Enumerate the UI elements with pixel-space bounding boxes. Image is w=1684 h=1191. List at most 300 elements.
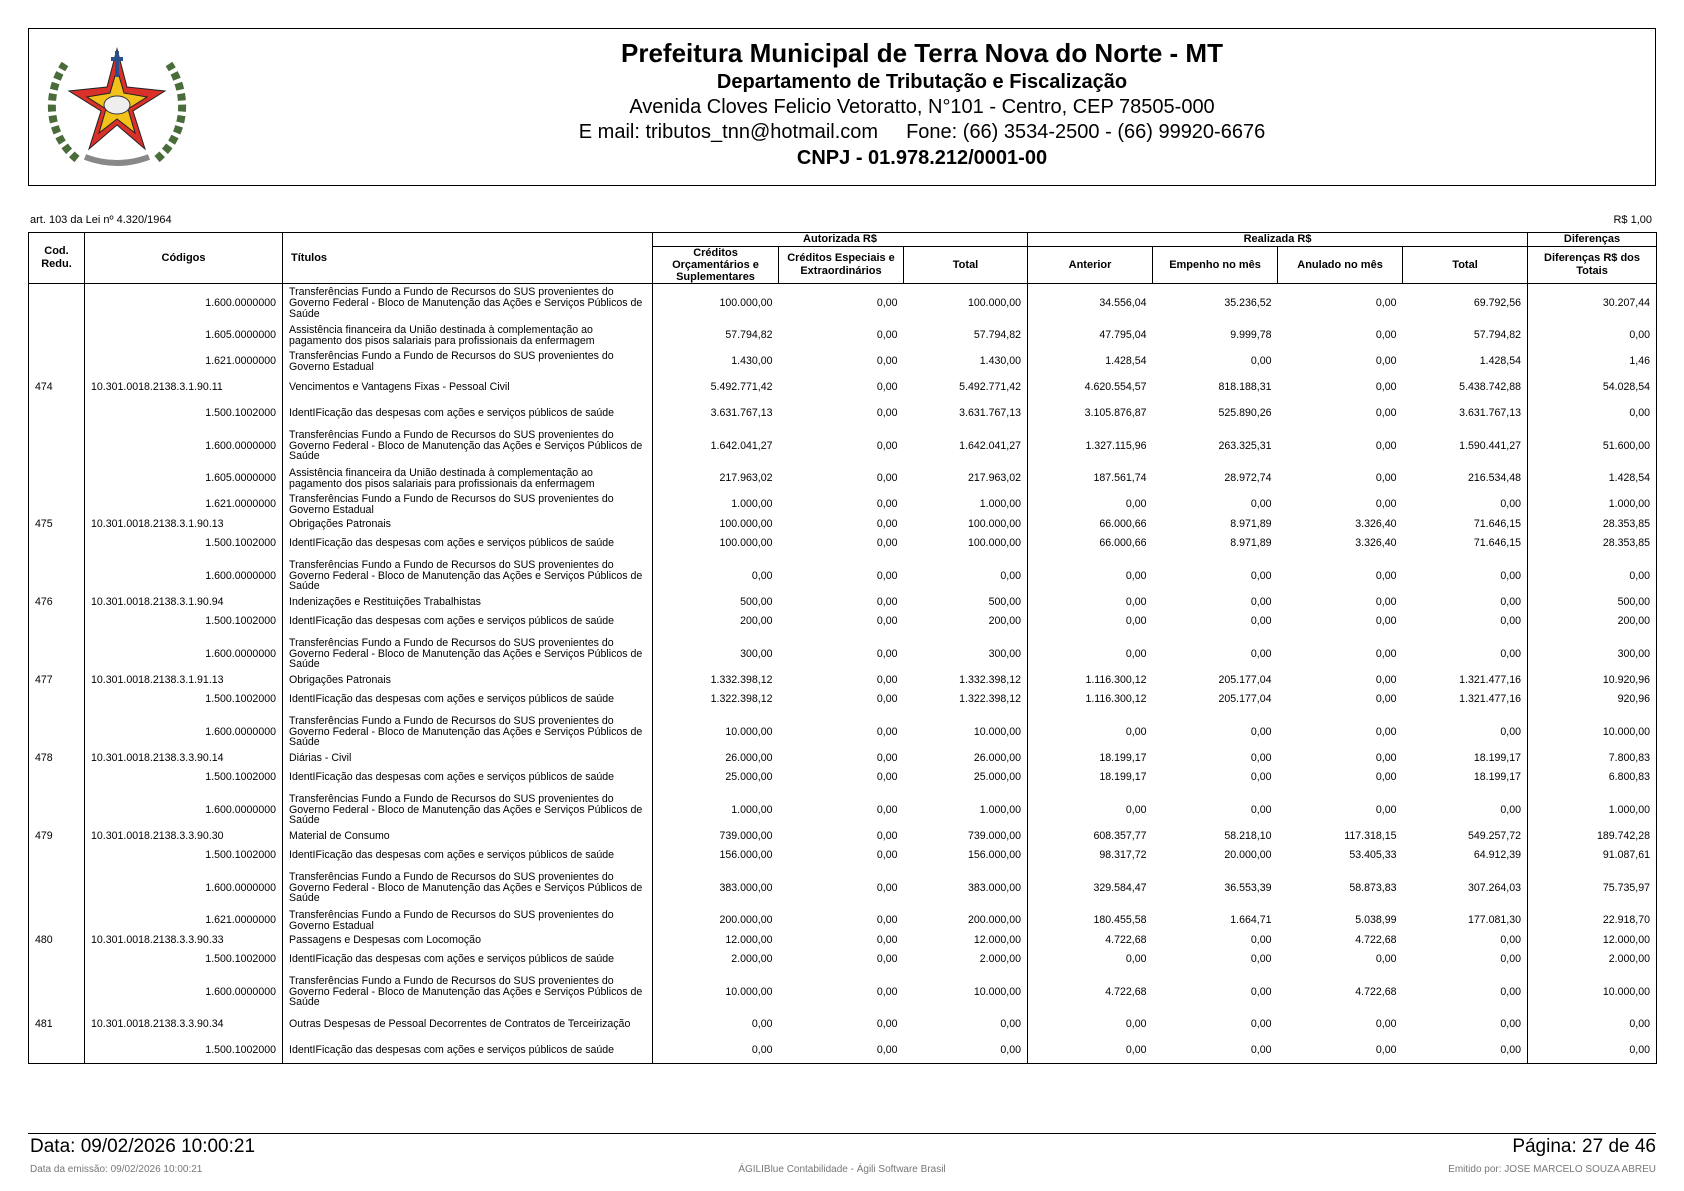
table-row: [29, 1038, 1657, 1064]
table-row: [29, 492, 1657, 518]
diferenca-cell: 6.800,83: [1528, 765, 1657, 791]
diferenca-cell: 2.000,00: [1528, 947, 1657, 973]
emission-date: Data da emissão: 09/02/2026 10:00:21: [30, 1164, 203, 1175]
empenho-mes-cell: 0,00: [1250, 355, 1272, 368]
cod-redu-cell: [29, 947, 85, 973]
cod-redu-cell: [29, 973, 85, 1012]
diferenca-cell: 91.087,61: [1528, 843, 1657, 869]
total-realizada-cell: 64.912,39: [1403, 843, 1528, 869]
cod-redu-cell: [29, 765, 85, 791]
cod-redu-cell: [29, 492, 85, 518]
anulado-mes-cell: 0,00: [1375, 803, 1397, 816]
anulado-mes-cell: 53.405,33: [1349, 849, 1397, 862]
creditos-especiais-cell: 0,00: [876, 407, 898, 420]
cod-redu-cell: [29, 635, 85, 674]
empenho-mes-cell: 36.553,39: [1224, 881, 1272, 894]
codigo-cell: 1.600.0000000: [85, 557, 283, 596]
anterior-cell: 0,00: [1125, 953, 1147, 966]
total-realizada-cell: 0,00: [1403, 492, 1528, 518]
diferenca-cell: 500,00: [1528, 596, 1657, 609]
anulado-mes-cell: 58.873,83: [1349, 881, 1397, 894]
total-autorizada-cell: 2.000,00: [904, 947, 1028, 973]
total-autorizada-cell: 5.492.771,42: [904, 375, 1028, 401]
creditos-especiais-cell: 0,00: [876, 914, 898, 927]
table-row: [29, 752, 1657, 765]
anulado-mes-cell: 0,00: [1375, 615, 1397, 628]
titulo-cell: IdentIFicação das despesas com ações e serviços públicos de saúde: [283, 765, 653, 791]
codigo-cell: 1.605.0000000: [85, 466, 283, 492]
creditos-especiais-cell: 0,00: [876, 933, 898, 946]
creditos-orcamentarios-cell: 1.642.041,27: [710, 439, 773, 452]
creditos-orcamentarios-cell: 57.794,82: [725, 329, 773, 342]
creditos-orcamentarios-cell: 0,00: [653, 1038, 779, 1064]
empenho-mes-cell: 0,00: [1250, 751, 1272, 764]
cod-redu-cell: 480: [29, 934, 85, 947]
total-realizada-cell: 57.794,82: [1403, 323, 1528, 349]
creditos-especiais-cell: 0,00: [876, 498, 898, 511]
table-row: [29, 973, 1657, 1012]
cod-redu-cell: [29, 609, 85, 635]
cod-redu-cell: 479: [29, 830, 85, 843]
anterior-cell: 0,00: [1125, 498, 1147, 511]
codigo-cell: 1.600.0000000: [85, 713, 283, 752]
cod-redu-cell: 481: [29, 1012, 85, 1038]
codigo-cell: 1.500.1002000: [85, 1038, 283, 1064]
table-row: [29, 375, 1657, 401]
table-row: [29, 518, 1657, 531]
anulado-mes-cell: 0,00: [1375, 673, 1397, 686]
table-row: [29, 843, 1657, 869]
table-row: [29, 1012, 1657, 1038]
creditos-orcamentarios-cell: 100.000,00: [719, 296, 773, 309]
municipality-title: Prefeitura Municipal de Terra Nova do Norte - MT: [621, 38, 1223, 68]
codigo-cell: 10.301.0018.2138.3.1.90.13: [85, 518, 283, 531]
creditos-especiais-cell: 0,00: [876, 725, 898, 738]
total-autorizada-cell: 1.430,00: [904, 349, 1028, 375]
anulado-mes-cell: 0,00: [1375, 498, 1397, 511]
address: Avenida Cloves Felicio Vetoratto, N°101 - Centro, CEP 78505-000: [629, 96, 1215, 118]
titulo-cell: Indenizações e Restituições Trabalhistas: [283, 596, 653, 609]
total-autorizada-cell: 1.332.398,12: [904, 674, 1028, 687]
table-row: [29, 791, 1657, 830]
col-titulos: Títulos: [283, 233, 653, 284]
anterior-cell: 608.357,77: [1093, 829, 1147, 842]
anterior-cell: 0,00: [1028, 1038, 1153, 1064]
creditos-orcamentarios-cell: 1.332.398,12: [710, 673, 773, 686]
table-row: [29, 596, 1657, 609]
table-row: [29, 323, 1657, 349]
creditos-especiais-cell: 0,00: [876, 881, 898, 894]
creditos-orcamentarios-cell: 156.000,00: [719, 849, 773, 862]
col-total-autorizada: Total: [904, 247, 1028, 284]
total-realizada-cell: 71.646,15: [1403, 531, 1528, 557]
empenho-mes-cell: 1.664,71: [1230, 914, 1272, 927]
creditos-especiais-cell: 0,00: [876, 381, 898, 394]
diferenca-cell: 200,00: [1528, 609, 1657, 635]
diferenca-cell: 30.207,44: [1528, 284, 1657, 323]
creditos-orcamentarios-cell: 5.492.771,42: [710, 381, 773, 394]
empenho-mes-cell: 8.971,89: [1230, 517, 1272, 530]
anterior-cell: 0,00: [1125, 725, 1147, 738]
cod-redu-cell: 478: [29, 752, 85, 765]
anulado-mes-cell: 0,00: [1375, 595, 1397, 608]
titulo-cell: Transferências Fundo a Fundo de Recursos do SUS provenientes do Governo Estadual: [283, 492, 653, 518]
footer-divider: [28, 1133, 1656, 1134]
creditos-orcamentarios-cell: 300,00: [740, 647, 773, 660]
anulado-mes-cell: 3.326,40: [1355, 517, 1397, 530]
titulo-cell: Transferências Fundo a Fundo de Recursos do SUS provenientes do Governo Estadual: [283, 908, 653, 934]
cod-redu-cell: [29, 466, 85, 492]
diferenca-cell: 189.742,28: [1528, 830, 1657, 843]
municipal-coat-of-arms-icon: [37, 39, 197, 175]
col-anulado-mes: Anulado no mês: [1278, 247, 1403, 284]
diferenca-cell: 1.000,00: [1528, 791, 1657, 830]
report-header: [28, 28, 1656, 186]
diferenca-cell: 920,96: [1528, 687, 1657, 713]
creditos-especiais-cell: 0,00: [876, 673, 898, 686]
codigo-cell: 10.301.0018.2138.3.1.91.13: [85, 674, 283, 687]
table-row: [29, 609, 1657, 635]
creditos-orcamentarios-cell: 12.000,00: [725, 933, 773, 946]
creditos-especiais-cell: 0,00: [876, 953, 898, 966]
group-realizada: Realizada R$: [1028, 233, 1528, 247]
total-autorizada-cell: 156.000,00: [904, 843, 1028, 869]
anterior-cell: 180.455,58: [1093, 914, 1147, 927]
cod-redu-cell: [29, 427, 85, 466]
col-cod-redu: Cod. Redu.: [29, 233, 85, 284]
diferenca-cell: 12.000,00: [1528, 934, 1657, 947]
total-realizada-cell: 0,00: [1403, 713, 1528, 752]
diferenca-cell: 0,00: [1528, 557, 1657, 596]
empenho-mes-cell: 525.890,26: [1218, 407, 1272, 420]
creditos-orcamentarios-cell: 200.000,00: [719, 914, 773, 927]
cod-redu-cell: [29, 791, 85, 830]
creditos-orcamentarios-cell: 3.631.767,13: [710, 407, 773, 420]
total-realizada-cell: 307.264,03: [1403, 869, 1528, 908]
creditos-especiais-cell: 0,00: [876, 985, 898, 998]
cod-redu-cell: [29, 349, 85, 375]
table-row: [29, 687, 1657, 713]
anulado-mes-cell: 0,00: [1375, 329, 1397, 342]
anterior-cell: 1.116.300,12: [1085, 673, 1147, 686]
creditos-especiais-cell: 0,00: [876, 296, 898, 309]
titulo-cell: Passagens e Despesas com Locomoção: [283, 934, 653, 947]
codigo-cell: 10.301.0018.2138.3.3.90.30: [85, 830, 283, 843]
codigo-cell: 10.301.0018.2138.3.3.90.14: [85, 752, 283, 765]
cod-redu-cell: [29, 323, 85, 349]
anulado-mes-cell: 0,00: [1375, 725, 1397, 738]
codigo-cell: 10.301.0018.2138.3.1.90.11: [85, 375, 283, 401]
anterior-cell: 1.327.115,96: [1085, 439, 1147, 452]
report-date: Data: 09/02/2026 10:00:21: [30, 1136, 256, 1157]
total-realizada-cell: 18.199,17: [1403, 765, 1528, 791]
creditos-orcamentarios-cell: 0,00: [751, 1018, 773, 1031]
anterior-cell: 3.105.876,87: [1084, 407, 1147, 420]
table-row: [29, 674, 1657, 687]
table-row: [29, 830, 1657, 843]
total-realizada-cell: 0,00: [1403, 609, 1528, 635]
creditos-especiais-cell: 0,00: [876, 771, 898, 784]
total-realizada-cell: 18.199,17: [1403, 752, 1528, 765]
titulo-cell: Assistência financeira da União destinada à complementação ao pagamento dos pisos salariais para profissionais da enfermagem: [283, 323, 653, 349]
empenho-mes-cell: 0,00: [1250, 953, 1272, 966]
total-autorizada-cell: 100.000,00: [904, 284, 1028, 323]
diferenca-cell: 300,00: [1528, 635, 1657, 674]
cod-redu-cell: [29, 531, 85, 557]
table-row: [29, 466, 1657, 492]
total-realizada-cell: 0,00: [1403, 557, 1528, 596]
anterior-cell: 0,00: [1125, 569, 1147, 582]
total-autorizada-cell: 383.000,00: [904, 869, 1028, 908]
anulado-mes-cell: 0,00: [1375, 1018, 1397, 1031]
table-row: [29, 401, 1657, 427]
empenho-mes-cell: 0,00: [1250, 595, 1272, 608]
diferenca-cell: 28.353,85: [1528, 531, 1657, 557]
diferenca-cell: 54.028,54: [1528, 375, 1657, 401]
codigo-cell: 1.500.1002000: [85, 947, 283, 973]
creditos-especiais-cell: 0,00: [876, 829, 898, 842]
anulado-mes-cell: 0,00: [1375, 771, 1397, 784]
codigo-cell: 1.605.0000000: [85, 323, 283, 349]
diferenca-cell: 0,00: [1528, 1012, 1657, 1038]
table-row: [29, 349, 1657, 375]
cod-redu-cell: [29, 557, 85, 596]
codigo-cell: 1.500.1002000: [85, 531, 283, 557]
creditos-orcamentarios-cell: 2.000,00: [731, 953, 773, 966]
creditos-orcamentarios-cell: 1.322.398,12: [710, 693, 773, 706]
cod-redu-cell: 476: [29, 596, 85, 609]
diferenca-cell: 1,46: [1528, 349, 1657, 375]
total-realizada-cell: 0,00: [1403, 973, 1528, 1012]
anterior-cell: 4.722,68: [1105, 985, 1147, 998]
creditos-especiais-cell: 0,00: [876, 472, 898, 485]
group-autorizada: Autorizada R$: [653, 233, 1028, 247]
total-realizada-cell: 0,00: [1403, 1038, 1528, 1064]
titulo-cell: Obrigações Patronais: [283, 674, 653, 687]
creditos-especiais-cell: 0,00: [876, 537, 898, 550]
anterior-cell: 18.199,17: [1099, 751, 1147, 764]
total-autorizada-cell: 0,00: [904, 1012, 1028, 1038]
creditos-especiais-cell: 0,00: [876, 849, 898, 862]
table-row: [29, 557, 1657, 596]
creditos-especiais-cell: 0,00: [876, 517, 898, 530]
creditos-especiais-cell: 0,00: [876, 647, 898, 660]
diferenca-cell: 0,00: [1528, 323, 1657, 349]
creditos-orcamentarios-cell: 500,00: [740, 595, 773, 608]
cod-redu-cell: [29, 843, 85, 869]
titulo-cell: IdentIFicação das despesas com ações e serviços públicos de saúde: [283, 609, 653, 635]
total-realizada-cell: 177.081,30: [1403, 908, 1528, 934]
total-realizada-cell: 1.321.477,16: [1403, 674, 1528, 687]
creditos-especiais-cell: 0,00: [876, 693, 898, 706]
empenho-mes-cell: 0,00: [1250, 615, 1272, 628]
cod-redu-cell: 475: [29, 518, 85, 531]
diferenca-cell: 10.000,00: [1528, 973, 1657, 1012]
cod-redu-cell: [29, 869, 85, 908]
creditos-orcamentarios-cell: 100.000,00: [719, 517, 773, 530]
anterior-cell: 47.795,04: [1099, 329, 1147, 342]
table-row: [29, 765, 1657, 791]
cod-redu-cell: [29, 687, 85, 713]
titulo-cell: Transferências Fundo a Fundo de Recursos do SUS provenientes do Governo Federal - Bloco de Manutenção das Ações e Serviços Públicos de Saúde: [283, 973, 653, 1012]
anterior-cell: 187.561,74: [1093, 472, 1147, 485]
codigo-cell: 1.500.1002000: [85, 401, 283, 427]
anulado-mes-cell: 0,00: [1375, 693, 1397, 706]
empenho-mes-cell: 35.236,52: [1224, 296, 1272, 309]
anulado-mes-cell: 0,00: [1278, 1038, 1403, 1064]
diferenca-cell: 0,00: [1528, 1038, 1657, 1064]
empenho-mes-cell: 0,00: [1250, 569, 1272, 582]
table-row: [29, 284, 1657, 323]
creditos-especiais-cell: 0,00: [876, 595, 898, 608]
total-realizada-cell: 0,00: [1403, 791, 1528, 830]
creditos-orcamentarios-cell: 1.000,00: [731, 803, 773, 816]
total-realizada-cell: 0,00: [1403, 947, 1528, 973]
empenho-mes-cell: 8.971,89: [1230, 537, 1272, 550]
titulo-cell: Transferências Fundo a Fundo de Recursos do SUS provenientes do Governo Federal - Bloco de Manutenção das Ações e Serviços Públicos de Saúde: [283, 791, 653, 830]
anterior-cell: 1.428,54: [1105, 355, 1147, 368]
creditos-orcamentarios-cell: 1.430,00: [731, 355, 773, 368]
table-row: [29, 531, 1657, 557]
page-number: Página: 27 de 46: [1512, 1136, 1656, 1157]
titulo-cell: Material de Consumo: [283, 830, 653, 843]
empenho-mes-cell: 0,00: [1250, 647, 1272, 660]
creditos-orcamentarios-cell: 100.000,00: [719, 537, 773, 550]
total-autorizada-cell: 100.000,00: [904, 518, 1028, 531]
anulado-mes-cell: 0,00: [1375, 953, 1397, 966]
anulado-mes-cell: 4.722,68: [1355, 985, 1397, 998]
codigo-cell: 1.621.0000000: [85, 349, 283, 375]
creditos-especiais-cell: 0,00: [876, 569, 898, 582]
total-autorizada-cell: 1.642.041,27: [904, 427, 1028, 466]
currency-unit: R$ 1,00: [1613, 214, 1652, 226]
total-realizada-cell: 0,00: [1403, 596, 1528, 609]
creditos-orcamentarios-cell: 0,00: [751, 569, 773, 582]
col-total-realizada: Total: [1403, 247, 1528, 284]
titulo-cell: Obrigações Patronais: [283, 518, 653, 531]
anterior-cell: 0,00: [1125, 803, 1147, 816]
anterior-cell: 0,00: [1125, 615, 1147, 628]
creditos-orcamentarios-cell: 739.000,00: [719, 829, 773, 842]
total-realizada-cell: 1.590.441,27: [1403, 427, 1528, 466]
empenho-mes-cell: 818.188,31: [1218, 381, 1272, 394]
empenho-mes-cell: 28.972,74: [1224, 472, 1272, 485]
table-body: [29, 284, 1657, 1064]
creditos-orcamentarios-cell: 10.000,00: [725, 725, 773, 738]
diferenca-cell: 0,00: [1528, 401, 1657, 427]
total-realizada-cell: 69.792,56: [1403, 284, 1528, 323]
empenho-mes-cell: 0,00: [1250, 771, 1272, 784]
creditos-orcamentarios-cell: 25.000,00: [725, 771, 773, 784]
creditos-especiais-cell: 0,00: [876, 615, 898, 628]
anulado-mes-cell: 3.326,40: [1355, 537, 1397, 550]
budget-table: [28, 232, 1657, 1064]
creditos-orcamentarios-cell: 200,00: [740, 615, 773, 628]
anulado-mes-cell: 0,00: [1375, 439, 1397, 452]
cod-redu-cell: [29, 713, 85, 752]
total-autorizada-cell: 1.322.398,12: [904, 687, 1028, 713]
col-creditos-especiais: Créditos Especiais e Extraordinários: [779, 247, 904, 284]
software-name: ÁGILIBlue Contabilidade - Ágili Software Brasil: [738, 1164, 946, 1175]
phone: Fone: (66) 3534-2500 - (66) 99920-6676: [906, 121, 1266, 143]
diferenca-cell: 22.918,70: [1528, 908, 1657, 934]
codigo-cell: 1.621.0000000: [85, 908, 283, 934]
anulado-mes-cell: 4.722,68: [1355, 933, 1397, 946]
codigo-cell: 1.600.0000000: [85, 973, 283, 1012]
anulado-mes-cell: 0,00: [1375, 355, 1397, 368]
total-realizada-cell: 1.321.477,16: [1403, 687, 1528, 713]
total-autorizada-cell: 26.000,00: [904, 752, 1028, 765]
empenho-mes-cell: 0,00: [1250, 803, 1272, 816]
anulado-mes-cell: 0,00: [1375, 569, 1397, 582]
total-autorizada-cell: 739.000,00: [904, 830, 1028, 843]
codigo-cell: 10.301.0018.2138.3.3.90.34: [85, 1012, 283, 1038]
creditos-especiais-cell: 0,00: [779, 1038, 904, 1064]
anulado-mes-cell: 0,00: [1375, 407, 1397, 420]
codigo-cell: 1.500.1002000: [85, 609, 283, 635]
codigo-cell: 1.500.1002000: [85, 687, 283, 713]
diferenca-cell: 75.735,97: [1528, 869, 1657, 908]
total-autorizada-cell: 25.000,00: [904, 765, 1028, 791]
empenho-mes-cell: 263.325,31: [1218, 439, 1272, 452]
empenho-mes-cell: 0,00: [1250, 725, 1272, 738]
cod-redu-cell: 477: [29, 674, 85, 687]
diferenca-cell: 1.428,54: [1528, 466, 1657, 492]
total-realizada-cell: 1.428,54: [1403, 349, 1528, 375]
issued-by: Emitido por: JOSE MARCELO SOUZA ABREU: [1448, 1164, 1656, 1175]
anulado-mes-cell: 5.038,99: [1355, 914, 1397, 927]
diferenca-cell: 51.600,00: [1528, 427, 1657, 466]
diferenca-cell: 28.353,85: [1528, 518, 1657, 531]
total-autorizada-cell: 57.794,82: [904, 323, 1028, 349]
titulo-cell: IdentIFicação das despesas com ações e serviços públicos de saúde: [283, 843, 653, 869]
total-autorizada-cell: 500,00: [904, 596, 1028, 609]
anulado-mes-cell: 0,00: [1375, 647, 1397, 660]
codigo-cell: 1.600.0000000: [85, 284, 283, 323]
codigo-cell: 1.500.1002000: [85, 765, 283, 791]
total-autorizada-cell: 200,00: [904, 609, 1028, 635]
codigo-cell: 1.600.0000000: [85, 635, 283, 674]
total-autorizada-cell: 217.963,02: [904, 466, 1028, 492]
codigo-cell: 1.500.1002000: [85, 843, 283, 869]
titulo-cell: Transferências Fundo a Fundo de Recursos do SUS provenientes do Governo Federal - Bloco de Manutenção das Ações e Serviços Públicos de Saúde: [283, 713, 653, 752]
total-autorizada-cell: 100.000,00: [904, 531, 1028, 557]
codigo-cell: 1.600.0000000: [85, 791, 283, 830]
col-creditos-orcamentarios: Créditos Orçamentários e Suplementares: [653, 247, 779, 284]
anterior-cell: 4.722,68: [1105, 933, 1147, 946]
creditos-orcamentarios-cell: 217.963,02: [719, 472, 773, 485]
total-autorizada-cell: 10.000,00: [904, 713, 1028, 752]
creditos-orcamentarios-cell: 26.000,00: [725, 751, 773, 764]
total-autorizada-cell: 300,00: [904, 635, 1028, 674]
total-autorizada-cell: 0,00: [904, 1038, 1028, 1064]
table-row: [29, 869, 1657, 908]
anterior-cell: 4.620.554,57: [1084, 381, 1147, 394]
anterior-cell: 98.317,72: [1099, 849, 1147, 862]
anterior-cell: 329.584,47: [1093, 881, 1147, 894]
creditos-especiais-cell: 0,00: [876, 329, 898, 342]
codigo-cell: 1.621.0000000: [85, 492, 283, 518]
empenho-mes-cell: 205.177,04: [1218, 693, 1272, 706]
creditos-orcamentarios-cell: 10.000,00: [725, 985, 773, 998]
titulo-cell: Diárias - Civil: [283, 752, 653, 765]
empenho-mes-cell: 0,00: [1250, 933, 1272, 946]
total-realizada-cell: 0,00: [1403, 934, 1528, 947]
titulo-cell: IdentIFicação das despesas com ações e serviços públicos de saúde: [283, 947, 653, 973]
anterior-cell: 0,00: [1125, 1018, 1147, 1031]
titulo-cell: Vencimentos e Vantagens Fixas - Pessoal Civil: [283, 375, 653, 401]
table-row: [29, 427, 1657, 466]
